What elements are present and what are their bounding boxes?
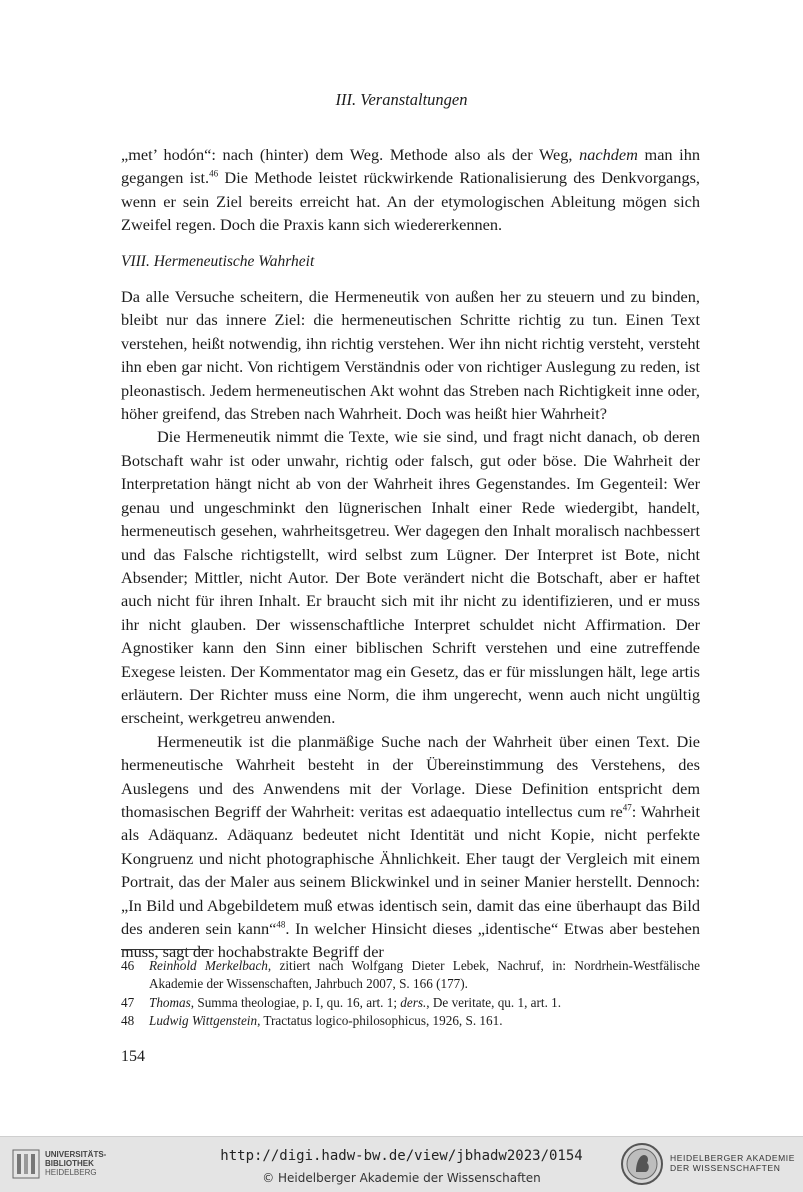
footnote: 47 Thomas, Summa theologiae, p. I, qu. 16, art. 1; ders., De veritate, qu. 1, art. 1. xyxy=(121,994,700,1012)
footnote-number: 46 xyxy=(121,958,135,973)
body-text xyxy=(121,143,700,964)
section-heading: VIII. Hermeneutische Wahrheit xyxy=(121,252,315,270)
page-number: 154 xyxy=(121,1048,145,1065)
footnote-divider xyxy=(121,949,209,950)
footnote-number: 48 xyxy=(121,1013,135,1029)
academy-label: HEIDELBERGER AKADEMIE DER WISSENSCHAFTEN xyxy=(670,1153,796,1173)
paragraph: Die Hermeneutik nimmt die Texte, wie sie sind, und fragt nicht danach, ob deren Botschaft wahr ist oder unwahr, richtig oder falsch, gut oder böse. Die Wahrheit der Interpretation hängt nicht ab von der Wahrheit ihres Gegenstandes. Im Gegenteil: Wer genau und ungeschminkt den lügnerischen Inhalt einer Rede wiedergibt, handelt, hermeneutisch gesehen, wahrheitsgetreu. Wer dagegen den Inhalt moralisch nachbessert und das Falsche richtigstellt, wird selbst zum Lügner. Der Interpret ist Bote, nicht Absender; Mittler, nicht Autor. Der Bote verändert nicht die Botschaft, aber er haftet auch nicht für ihren Inhalt. Er braucht sich mit ihr nicht zu identifizieren, und er muss ihr nicht glauben. Der wissenschaftliche Interpret schuldet nicht Affirmation. Der Agnostiker kann den Sinn einer biblischen Schrift verstehen und eine zutreffende Exegese leisten. Der Kommentator mag ein Gesetz, das er für misslungen hält, lege artis erläutern. Der Richter muss eine Norm, die ihm ungerecht, wenn auch nicht ungültig erscheint, werkgetreu anwenden. xyxy=(121,427,700,728)
running-head: III. Veranstaltungen xyxy=(335,90,468,109)
paragraph: Da alle Versuche scheitern, die Hermeneutik von außen her zu steuern und zu binden, bleibt nur das innere Ziel: die hermeneutischen Schritte richtig zu tun. Einen Text verstehen, heißt notwendig, ihn richtig verstehen. Wer ihn nicht richtig versteht, versteht ihn eben gar nicht. Von richtigem Verständnis oder von richtiger Auslegung zu reden, ist pleonastisch. Jedem hermeneutischen Akt wohnt das Streben nach Richtigkeit inne oder, höher greifend, das Streben nach Wahrheit. Doch was heißt hier Wahrheit? xyxy=(121,287,700,424)
permalink-url[interactable]: http://digi.hadw-bw.de/view/jbhadw2023/0154 xyxy=(220,1148,583,1164)
paragraph: „met’ hodón“: nach (hinter) dem Weg. Methode also als der Weg, nachdem man ihn gegangen ist.$^{46}$ Die Methode leistet rückwirkende Rationalisierung des Denkvorgangs, wenn er sein Ziel bereits erreicht hat. An der etymologischen Ableitung mögen sich Zweifel regen. Doch die Praxis kann sich wiedererkennen. xyxy=(121,145,700,235)
footnote-ref[interactable]: 46 xyxy=(209,168,219,179)
footnote: 46 Reinhold Merkelbach, zitiert nach Wolfgang Dieter Lebek, Nachruf, in: Nordrhein-Westfälische Akademie der Wissenschaften, Jahrbuch 2007, S. 166 (177). xyxy=(121,957,700,994)
footer-bar xyxy=(0,1136,803,1192)
footnotes xyxy=(121,957,700,1031)
university-library-label: UNIVERSITÄTS- BIBLIOTHEK HEIDELBERG xyxy=(45,1150,107,1177)
footnote: 48 Ludwig Wittgenstein, Tractatus logico-philosophicus, 1926, S. 161. xyxy=(121,1012,700,1030)
footnote-number: 47 xyxy=(121,994,135,1010)
copyright-notice: © Heidelberger Akademie der Wissenschaften xyxy=(262,1171,541,1185)
footnote-ref[interactable]: 47 xyxy=(622,802,632,813)
paragraph: Hermeneutik ist die planmäßige Suche nach der Wahrheit über einen Text. Die hermeneutische Wahrheit besteht in der Übereinstimmung des Verstehens, des Auslegens und des Anwendens mit der Vorlage. Diese Definition entspricht dem thomasischen Begriff der Wahrheit: veritas est adaequatio intellectus cum $re^{47}$: Wahrheit als Adäquanz. Adäquanz bedeutet nicht Identität und nicht Kopie, nicht perfekte Kongruenz und nicht photographische Ähnlichkeit. Eher taugt der Vergleich mit einem Portrait, das der Maler aus seinem Blickwinkel und in seiner Manier herstellt. Dennoch: „In Bild und Abgebildetem muß etwas identisch sein, damit das eine überhaupt das Bild des anderen sein kann“$^{48}$. In welcher Hinsicht dieses „identische“ Etwas aber bestehen muss, sagt der hochabstrakte Begriff der xyxy=(121,731,700,962)
footnote-ref[interactable]: 48 xyxy=(276,919,286,930)
academy-seal-icon[interactable] xyxy=(620,1142,664,1186)
